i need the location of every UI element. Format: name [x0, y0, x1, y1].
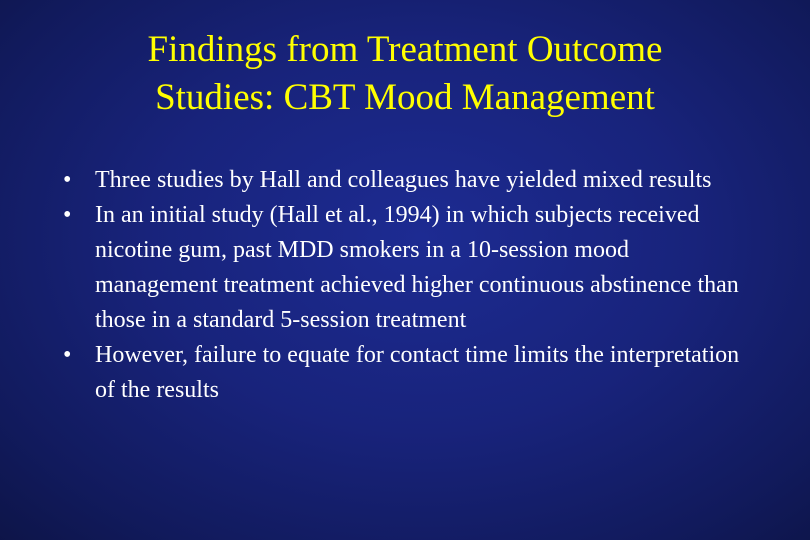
bullet-icon: • — [63, 202, 72, 228]
bullet-text: In an initial study (Hall et al., 1994) in which subjects received nicotine gum, past MDD smokers in a 10-session mood management treatment achieved higher continuous abstinence than those in a standard 5-session treatment — [95, 202, 739, 333]
bullet-item — [63, 163, 753, 198]
bullet-list — [63, 163, 753, 408]
bullet-text: However, failure to equate for contact time limits the interpretation of the results — [95, 342, 740, 403]
slide-title-line-1: Findings from Treatment Outcome — [147, 29, 663, 70]
bullet-item — [63, 198, 753, 338]
bullet-item — [63, 338, 753, 408]
bullet-icon: • — [63, 167, 72, 193]
slide-title — [40, 26, 770, 122]
bullet-icon: • — [63, 342, 72, 368]
slide-title-line-2: Studies: CBT Mood Management — [155, 77, 655, 118]
bullet-text: Three studies by Hall and colleagues have yielded mixed results — [95, 167, 712, 193]
